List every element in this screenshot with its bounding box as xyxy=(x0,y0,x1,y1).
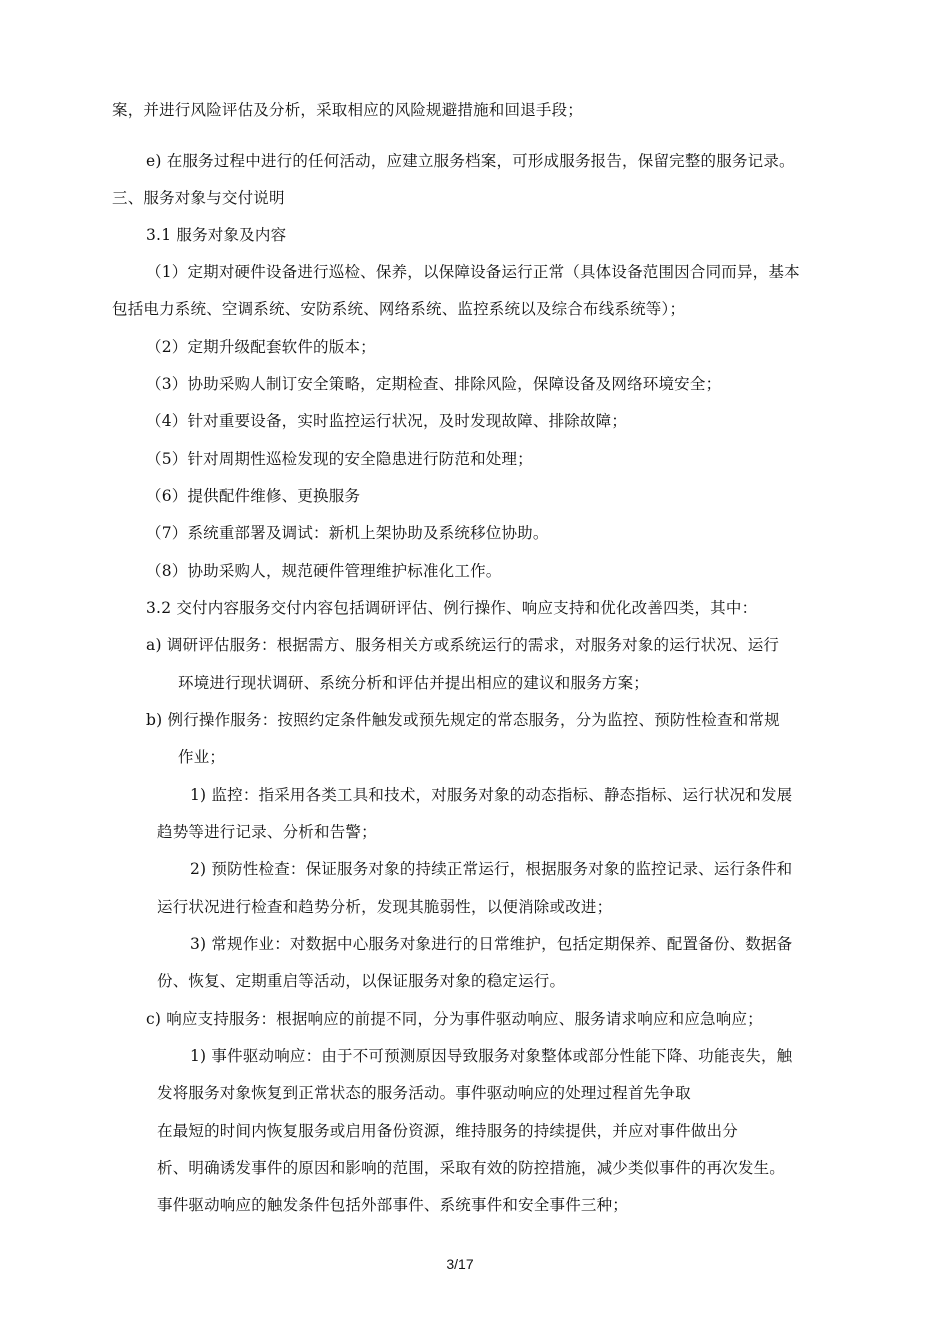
text-line: 趋势等进行记录、分析和告警； xyxy=(157,823,377,841)
text-line: 1) 监控：指采用各类工具和技术，对服务对象的动态指标、静态指标、运行状况和发展 xyxy=(190,786,793,804)
page-number: 3/17 xyxy=(446,1256,474,1272)
text-line: e) 在服务过程中进行的任何活动，应建立服务档案，可形成服务报告，保留完整的服务记录。 xyxy=(146,152,795,170)
text-line: 环境进行现状调研、系统分析和评估并提出相应的建议和服务方案； xyxy=(178,674,650,692)
text-line: 3) 常规作业：对数据中心服务对象进行的日常维护，包括定期保养、配置备份、数据备 xyxy=(190,935,793,953)
text-line: （7）系统重部署及调试：新机上架协助及系统移位协助。 xyxy=(146,524,549,542)
subsection-heading: 3.2 交付内容服务交付内容包括调研评估、例行操作、响应支持和优化改善四类，其中： xyxy=(146,599,758,617)
text-line: （4）针对重要设备，实时监控运行状况，及时发现故障、排除故障； xyxy=(146,412,628,430)
text-line: （1）定期对硬件设备进行巡检、保养，以保障设备运行正常（具体设备范围因合同而异，基本 xyxy=(146,263,800,281)
text-line: （3）协助采购人制订安全策略，定期检查、排除风险，保障设备及网络环境安全； xyxy=(146,375,722,393)
text-line: （6）提供配件维修、更换服务 xyxy=(146,487,361,505)
text-line: 运行状况进行检查和趋势分析，发现其脆弱性，以便消除或改进； xyxy=(157,898,613,916)
text-line: 事件驱动响应的触发条件包括外部事件、系统事件和安全事件三种； xyxy=(157,1196,629,1214)
text-line: 包括电力系统、空调系统、安防系统、网络系统、监控系统以及综合布线系统等）； xyxy=(112,300,686,318)
text-line: （5）针对周期性巡检发现的安全隐患进行防范和处理； xyxy=(146,450,533,468)
subsection-heading: 3.1 服务对象及内容 xyxy=(146,226,287,244)
text-line: 在最短的时间内恢复服务或启用备份资源，维持服务的持续提供，并应对事件做出分 xyxy=(157,1122,738,1140)
text-line: （8）协助采购人，规范硬件管理维护标准化工作。 xyxy=(146,562,502,580)
text-line: 作业； xyxy=(178,748,226,766)
text-line: 份、恢复、定期重启等活动，以保证服务对象的稳定运行。 xyxy=(157,972,566,990)
text-line: 2) 预防性检查：保证服务对象的持续正常运行，根据服务对象的监控记录、运行条件和 xyxy=(190,860,793,878)
section-heading: 三、服务对象与交付说明 xyxy=(112,189,285,207)
text-line: b) 例行操作服务：按照约定条件触发或预先规定的常态服务，分为监控、预防性检查和常规 xyxy=(146,711,780,729)
text-line: 发将服务对象恢复到正常状态的服务活动。事件驱动响应的处理过程首先争取 xyxy=(157,1084,691,1102)
text-line: （2）定期升级配套软件的版本； xyxy=(146,338,376,356)
text-line: 案，并进行风险评估及分析，采取相应的风险规避措施和回退手段； xyxy=(112,101,584,119)
text-line: 析、明确诱发事件的原因和影响的范围，采取有效的防控措施，减少类似事件的再次发生。 xyxy=(157,1159,786,1177)
text-line: 1) 事件驱动响应：由于不可预测原因导致服务对象整体或部分性能下降、功能丧失，触 xyxy=(190,1047,793,1065)
text-line: c) 响应支持服务：根据响应的前提不同，分为事件驱动响应、服务请求响应和应急响应； xyxy=(146,1010,763,1028)
text-line: a) 调研评估服务：根据需方、服务相关方或系统运行的需求，对服务对象的运行状况、运行 xyxy=(146,636,780,654)
